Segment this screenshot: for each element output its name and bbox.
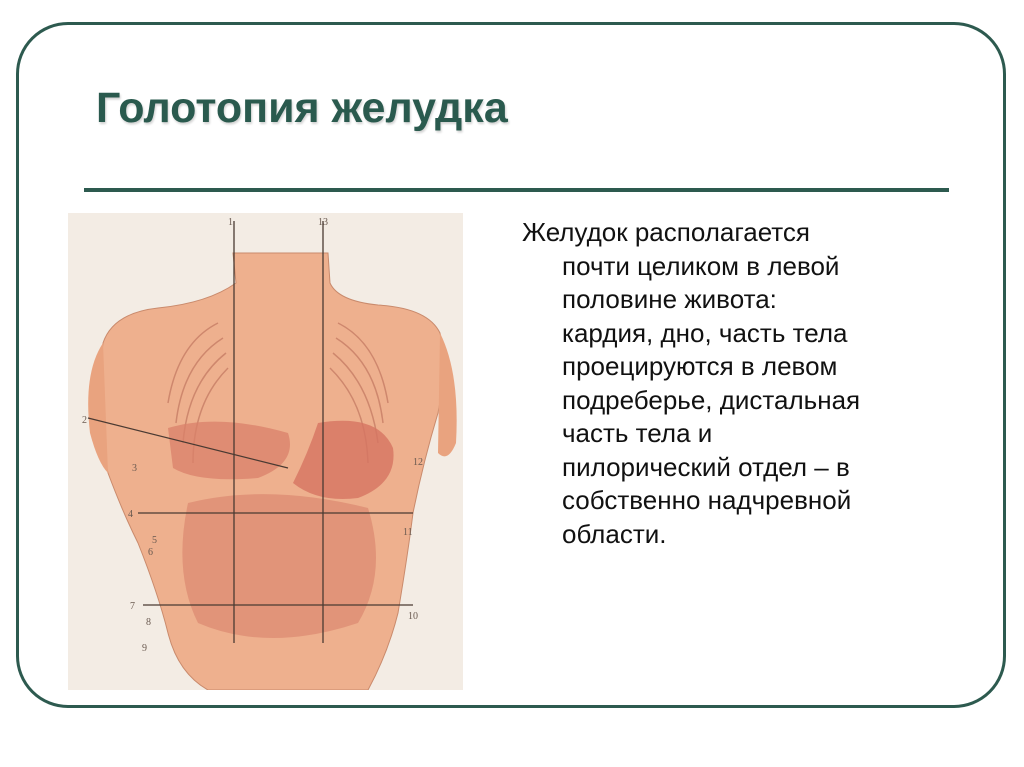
- line-number-7: 7: [130, 601, 135, 612]
- description-line: половине живота:: [562, 284, 777, 314]
- line-number-3: 3: [132, 463, 137, 474]
- title-divider: [84, 188, 949, 192]
- line-number-8: 8: [146, 617, 151, 628]
- line-number-5: 5: [152, 535, 157, 546]
- line-number-6: 6: [148, 547, 153, 558]
- line-number-1: 1: [228, 217, 233, 228]
- description-line: подреберье, дистальная: [562, 384, 861, 415]
- description-line: часть тела и: [562, 418, 713, 448]
- right-arm: [438, 333, 457, 456]
- line-number-12: 12: [413, 457, 423, 468]
- line-number-4: 4: [128, 509, 133, 520]
- slide-title: Голотопия желудка: [96, 84, 508, 132]
- liver-shape: [168, 422, 290, 480]
- intestines-shape: [182, 494, 376, 638]
- description-line: почти целиком в левой: [562, 250, 840, 281]
- description-line: пилорический отдел – в: [562, 451, 850, 482]
- description-line: Желудок располагается: [522, 217, 811, 247]
- torso-anatomy-illustration: [68, 213, 463, 690]
- line-number-10: 10: [408, 611, 418, 622]
- line-number-2: 2: [82, 415, 87, 426]
- torso-anatomy-drawing: [68, 213, 463, 690]
- line-number-11: 11: [403, 527, 413, 538]
- description-line: области.: [562, 518, 667, 549]
- description-line: проецируются в левом: [562, 351, 838, 381]
- stomach-description: [522, 216, 942, 551]
- description-line: кардия, дно, часть тела: [562, 317, 848, 348]
- line-number-9: 9: [142, 643, 147, 654]
- line-number-13: 13: [318, 217, 328, 228]
- description-line: собственно надчревной: [562, 485, 852, 515]
